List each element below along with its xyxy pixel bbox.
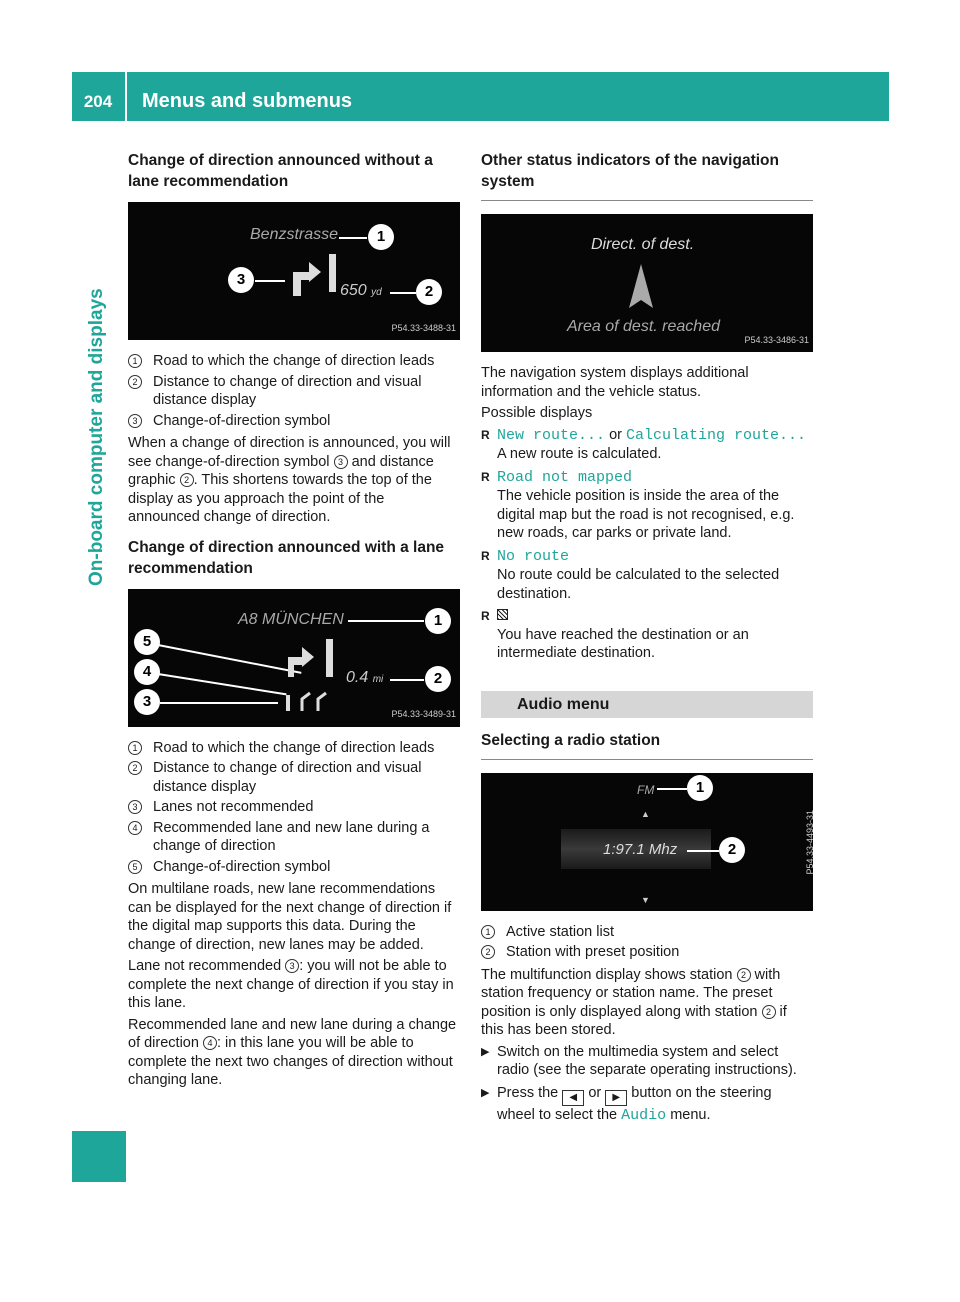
list-item: R New route... or Calculating route... A new route is calculated. [481,426,807,462]
figure-top-text: Direct. of dest. [591,236,695,253]
legend-item: 4 Recommended lane and new lane during a change of direction [128,819,460,856]
figure-station: 1:97.1 Mhz [603,840,678,858]
paragraph: Possible displays [481,405,593,421]
callout-line [339,237,367,239]
callout-2: 2 [719,837,745,863]
legend-item: 2 Distance to change of direction and visual distance display [128,759,460,796]
callout-2: 2 [425,666,451,692]
legend-item: 3 Lanes not recommended [128,798,460,817]
list-item: R No route No route could be calculated to the selected destination. [481,547,780,602]
figure-no-lane [128,202,460,340]
figure-ref: P54.33-3489-31 [391,709,456,719]
side-tab [72,121,126,1182]
paragraph: The multifunction display shows station 2 with station frequency or station name. The preset position is only displayed along with station 2 if this has been stored. [481,966,787,1038]
heading-no-lane: Change of direction announced without a lane recommendation [128,152,433,190]
figure-ref: P54.33-4493-31 [805,809,816,875]
turn-arrow-icon [285,250,345,300]
figure-status [481,214,813,352]
legend-radio [481,923,813,962]
legend-no-lane [128,352,460,430]
legend-item: 2 Distance to change of direction and visual distance display [128,373,460,410]
callout-1: 1 [368,224,394,250]
scroll-down-icon: ▼ [641,894,650,905]
figure-ref: P54.33-3488-31 [391,322,456,333]
destination-flag-icon [497,609,508,620]
scroll-up-icon: ▲ [641,808,650,819]
paragraph: The navigation system displays additional information and the vehicle status. [481,365,749,400]
figure-bottom-text: Area of dest. reached [567,318,720,335]
callout-3: 3 [228,267,254,293]
page-number: 204 [83,92,113,111]
callout-line [160,702,278,704]
right-arrow-button-icon: ▶ [605,1090,627,1106]
figure-radio [481,773,816,911]
callout-1: 1 [425,608,451,634]
callout-line [348,620,424,622]
left-column [128,150,460,1093]
direction-arrow-icon [629,264,653,310]
figure-distance: 650 yd [340,282,382,299]
legend-item: 1 Road to which the change of direction leads [128,352,460,371]
paragraph: When a change of direction is announced, you will see change-of-direction symbol 3 and distance graphic 2 . This shortens towards the top of the display as you approach the point of the announced change of direction. [128,435,451,525]
callout-5: 5 [134,629,160,655]
side-tab-marker [72,1131,126,1182]
callout-2: 2 [416,279,442,305]
legend-item: 2 Station with preset position [481,943,813,962]
legend-item: 5 Change-of-direction symbol [128,858,460,877]
step-item: ▶ Press the ◀ or ▶ button on the steering wheel to select the Audio menu. [481,1084,772,1124]
paragraph: Recommended lane and new lane during a change of direction 4 : in this lane you will be able to complete the next two changes of direction without changing lane. [128,1016,457,1088]
paragraph: Lane not recommended 3 : you will not be able to complete the next change of direction if you stay in this lane. [128,958,454,1011]
header-divider [125,72,127,121]
heading-with-lane: Change of direction announced with a lane recommendation [128,538,445,577]
right-column [481,150,816,1129]
callout-line [158,673,287,695]
heading-status: Other status indicators of the navigation system [481,150,813,201]
figure-band: FM [637,782,655,797]
figure-distance: 0.4 mi [346,668,384,686]
paragraph: On multilane roads, new lane recommendations can be displayed for the next change of direction if the digital map supports this data. During the change of direction, new lanes may be added. [128,881,452,953]
figure-street: A8 MÜNCHEN [238,610,344,628]
legend-with-lane [128,739,460,877]
legend-item: 1 Road to which the change of direction leads [128,739,460,758]
callout-4: 4 [134,659,160,685]
legend-item: 1 Active station list [481,923,813,942]
callout-line [390,292,416,294]
status-list [481,426,813,663]
list-item: R You have reached the destination or an intermediate destination. [481,609,749,661]
callout-1: 1 [687,775,713,801]
page-title: Menus and submenus [142,90,353,112]
side-tab-label: On-board computer and displays [86,288,107,586]
figure-street: Benzstrasse [250,226,339,243]
legend-item: 3 Change-of-direction symbol [128,412,460,431]
section-audio-menu: Audio menu [481,691,813,718]
left-arrow-button-icon: ◀ [562,1090,584,1106]
figure-with-lane [128,589,460,727]
callout-line [390,679,424,681]
step-item: ▶ Switch on the multimedia system and select radio (see the separate operating instructions). [481,1043,797,1078]
figure-ref: P54.33-3486-31 [744,334,809,345]
callout-line [687,850,719,852]
callout-line [657,788,687,790]
lane-arrows-icon [278,635,348,713]
steps-list [481,1043,813,1126]
heading-radio: Selecting a radio station [481,730,813,760]
list-item: R Road not mapped The vehicle position is inside the area of the digital map but the road is not recognised, e.g. new roads, car parks or private land. [481,468,795,541]
callout-3: 3 [134,689,160,715]
callout-line [255,280,285,282]
